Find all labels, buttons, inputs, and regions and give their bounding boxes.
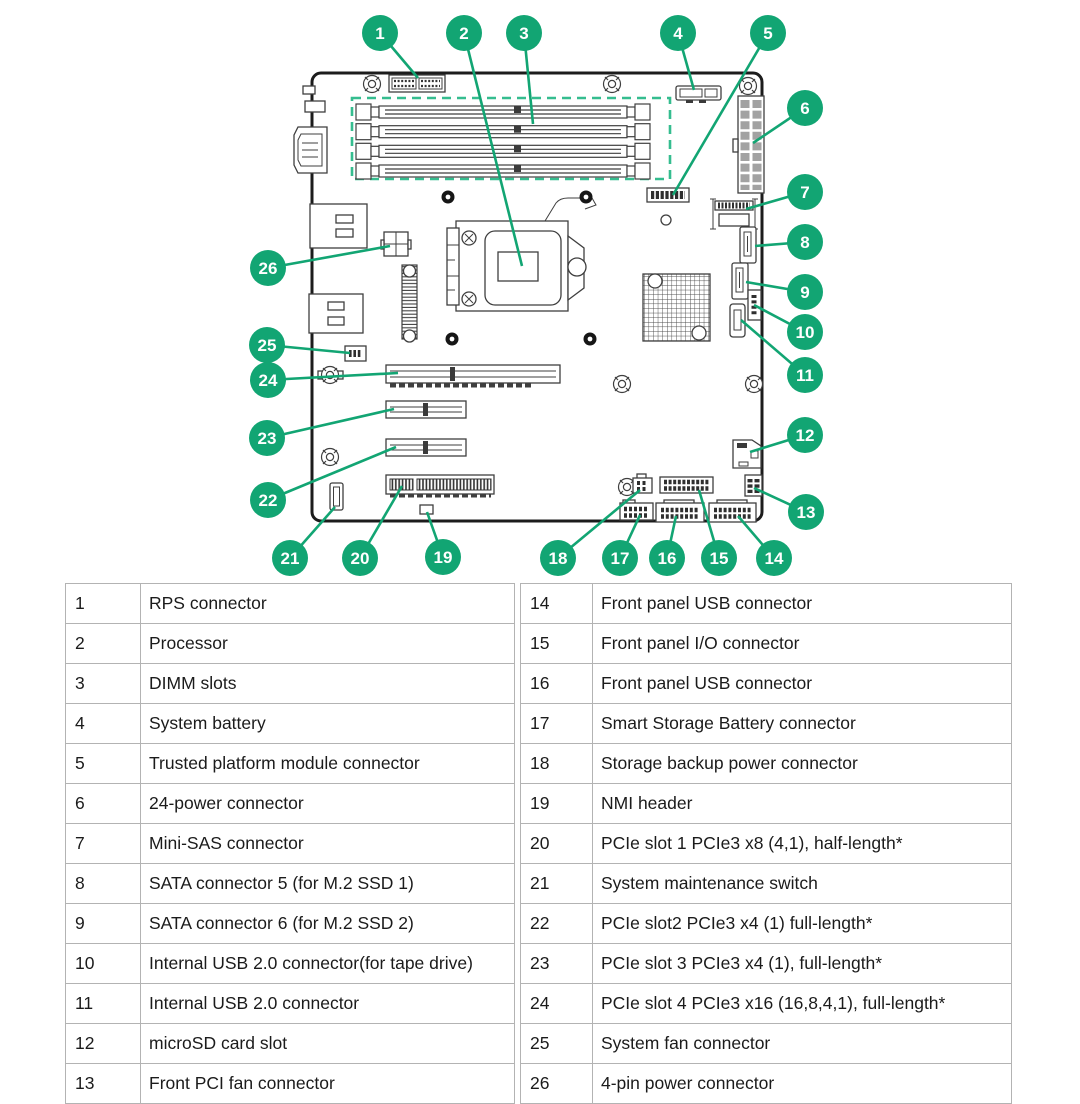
24-power-connector <box>733 96 764 193</box>
standoff-hole <box>442 191 455 204</box>
legend-number: 1 <box>66 584 141 624</box>
legend-label: Internal USB 2.0 connector <box>141 984 515 1024</box>
legend-label: System fan connector <box>593 1024 1012 1064</box>
legend-number: 26 <box>521 1064 593 1104</box>
legend-row <box>521 1024 1012 1064</box>
legend-number: 23 <box>521 944 593 984</box>
legend-table-left <box>65 583 515 1104</box>
legend-row <box>66 784 515 824</box>
legend-number: 14 <box>521 584 593 624</box>
legend-number: 13 <box>66 1064 141 1104</box>
callout-number-20: 20 <box>350 549 370 568</box>
vrm-fin-bar <box>402 265 417 342</box>
legend-row <box>66 864 515 904</box>
callout-number-4: 4 <box>673 24 683 43</box>
legend-label: Front panel USB connector <box>593 664 1012 704</box>
legend-number: 19 <box>521 784 593 824</box>
legend-number: 2 <box>66 624 141 664</box>
front-panel-usb-connector-14 <box>709 500 756 522</box>
legend-label: System maintenance switch <box>593 864 1012 904</box>
callout-number-26: 26 <box>258 259 278 278</box>
legend-row <box>521 824 1012 864</box>
legend-label: PCIe slot2 PCIe3 x4 (1) full-length* <box>593 904 1012 944</box>
legend-label: Front panel USB connector <box>593 584 1012 624</box>
legend-number: 18 <box>521 744 593 784</box>
front-panel-usb-connector-16 <box>656 500 704 522</box>
edge-nub <box>303 86 315 94</box>
legend-number: 7 <box>66 824 141 864</box>
callout-number-14: 14 <box>764 549 784 568</box>
legend-number: 11 <box>66 984 141 1024</box>
callout-number-10: 10 <box>795 323 815 342</box>
legend-label: PCIe slot 4 PCIe3 x16 (16,8,4,1), full-length* <box>593 984 1012 1024</box>
callout-number-6: 6 <box>800 99 810 118</box>
legend-row <box>66 704 515 744</box>
board-hole <box>661 215 671 225</box>
pcie-slot-4-x16 <box>386 365 560 386</box>
pcie-slot-1-x8 <box>386 475 494 496</box>
callout-number-11: 11 <box>796 366 814 385</box>
legend-label: Smart Storage Battery connector <box>593 704 1012 744</box>
legend-number: 21 <box>521 864 593 904</box>
callout-number-18: 18 <box>548 549 568 568</box>
screw-hole <box>614 376 631 393</box>
callout-number-22: 22 <box>258 491 278 510</box>
legend-label: RPS connector <box>141 584 515 624</box>
callout-number-9: 9 <box>800 283 810 302</box>
callout-number-8: 8 <box>800 233 810 252</box>
screw-hole <box>746 376 763 393</box>
legend-row <box>66 664 515 704</box>
legend-label: DIMM slots <box>141 664 515 704</box>
standoff-hole <box>446 333 459 346</box>
tpm-connector <box>647 188 689 202</box>
legend-number: 8 <box>66 864 141 904</box>
legend-label: Internal USB 2.0 connector(for tape drive) <box>141 944 515 984</box>
pcie-slot-2-x4 <box>386 439 466 456</box>
chipset-heatsink <box>643 274 710 341</box>
vga-connector <box>294 127 327 173</box>
legend-number: 17 <box>521 704 593 744</box>
front-panel-io-connector <box>660 477 713 493</box>
screw-hole <box>740 78 757 95</box>
legend-row <box>66 1064 515 1104</box>
legend-label: NMI header <box>593 784 1012 824</box>
legend-label: SATA connector 5 (for M.2 SSD 1) <box>141 864 515 904</box>
legend-number: 25 <box>521 1024 593 1064</box>
legend-row <box>66 744 515 784</box>
callout-number-2: 2 <box>459 24 469 43</box>
legend-label: Front panel I/O connector <box>593 624 1012 664</box>
legend-label: Trusted platform module connector <box>141 744 515 784</box>
edge-tab <box>305 101 325 112</box>
callout-number-13: 13 <box>796 503 816 522</box>
standoff-hole <box>584 333 597 346</box>
legend-row <box>521 624 1012 664</box>
legend-row <box>66 624 515 664</box>
legend-label: 4-pin power connector <box>593 1064 1012 1104</box>
screw-hole <box>322 449 339 466</box>
legend-row <box>521 864 1012 904</box>
legend-label: PCIe slot 1 PCIe3 x8 (4,1), half-length* <box>593 824 1012 864</box>
legend-row <box>66 984 515 1024</box>
sata-connector-5 <box>740 227 756 263</box>
callout-number-1: 1 <box>375 24 385 43</box>
callout-number-3: 3 <box>519 24 529 43</box>
callout-number-7: 7 <box>800 183 810 202</box>
legend-number: 6 <box>66 784 141 824</box>
screw-hole <box>604 76 621 93</box>
microsd-card-slot <box>733 440 761 468</box>
legend-row <box>521 744 1012 784</box>
legend-number: 10 <box>66 944 141 984</box>
front-pci-fan-connector <box>745 475 762 496</box>
legend-number: 9 <box>66 904 141 944</box>
4-pin-power-connector <box>381 232 411 256</box>
legend-row <box>521 904 1012 944</box>
standoff-hole <box>580 191 593 204</box>
screw-hole <box>364 76 381 93</box>
callout-number-5: 5 <box>763 24 773 43</box>
legend-row <box>521 1064 1012 1104</box>
legend-number: 15 <box>521 624 593 664</box>
legend-label: 24-power connector <box>141 784 515 824</box>
legend-row <box>66 584 515 624</box>
legend-label: PCIe slot 3 PCIe3 x4 (1), full-length* <box>593 944 1012 984</box>
legend-row <box>521 584 1012 624</box>
legend-number: 3 <box>66 664 141 704</box>
legend-row <box>521 664 1012 704</box>
legend-row <box>521 984 1012 1024</box>
legend-label: SATA connector 6 (for M.2 SSD 2) <box>141 904 515 944</box>
rear-port-block-a <box>310 204 367 248</box>
system-maintenance-switch <box>330 483 343 510</box>
legend-number: 5 <box>66 744 141 784</box>
legend-row <box>521 704 1012 744</box>
legend-number: 24 <box>521 984 593 1024</box>
sata-connector-6 <box>732 263 748 299</box>
legend-number: 4 <box>66 704 141 744</box>
system-battery <box>676 86 721 103</box>
legend-label: Front PCI fan connector <box>141 1064 515 1104</box>
legend-row <box>66 1024 515 1064</box>
callout-number-21: 21 <box>280 549 300 568</box>
legend-table-right <box>520 583 1012 1104</box>
legend-label: Storage backup power connector <box>593 744 1012 784</box>
rear-port-block-b <box>309 294 363 333</box>
legend-row <box>521 784 1012 824</box>
legend-number: 20 <box>521 824 593 864</box>
callout-number-17: 17 <box>610 549 630 568</box>
pcie-slot-3-x4 <box>386 401 466 418</box>
legend-label: Mini-SAS connector <box>141 824 515 864</box>
legend-row <box>66 904 515 944</box>
legend-row <box>66 944 515 984</box>
legend-number: 22 <box>521 904 593 944</box>
callout-number-25: 25 <box>257 336 277 355</box>
legend-number: 16 <box>521 664 593 704</box>
callout-number-16: 16 <box>657 549 677 568</box>
legend-label: Processor <box>141 624 515 664</box>
legend-number: 12 <box>66 1024 141 1064</box>
callout-number-19: 19 <box>433 548 453 567</box>
callout-number-24: 24 <box>258 371 278 390</box>
callout-number-23: 23 <box>257 429 277 448</box>
legend-label: microSD card slot <box>141 1024 515 1064</box>
callout-number-12: 12 <box>795 426 815 445</box>
legend-row <box>521 944 1012 984</box>
legend-label: System battery <box>141 704 515 744</box>
callout-number-15: 15 <box>709 549 729 568</box>
legend-row <box>66 824 515 864</box>
